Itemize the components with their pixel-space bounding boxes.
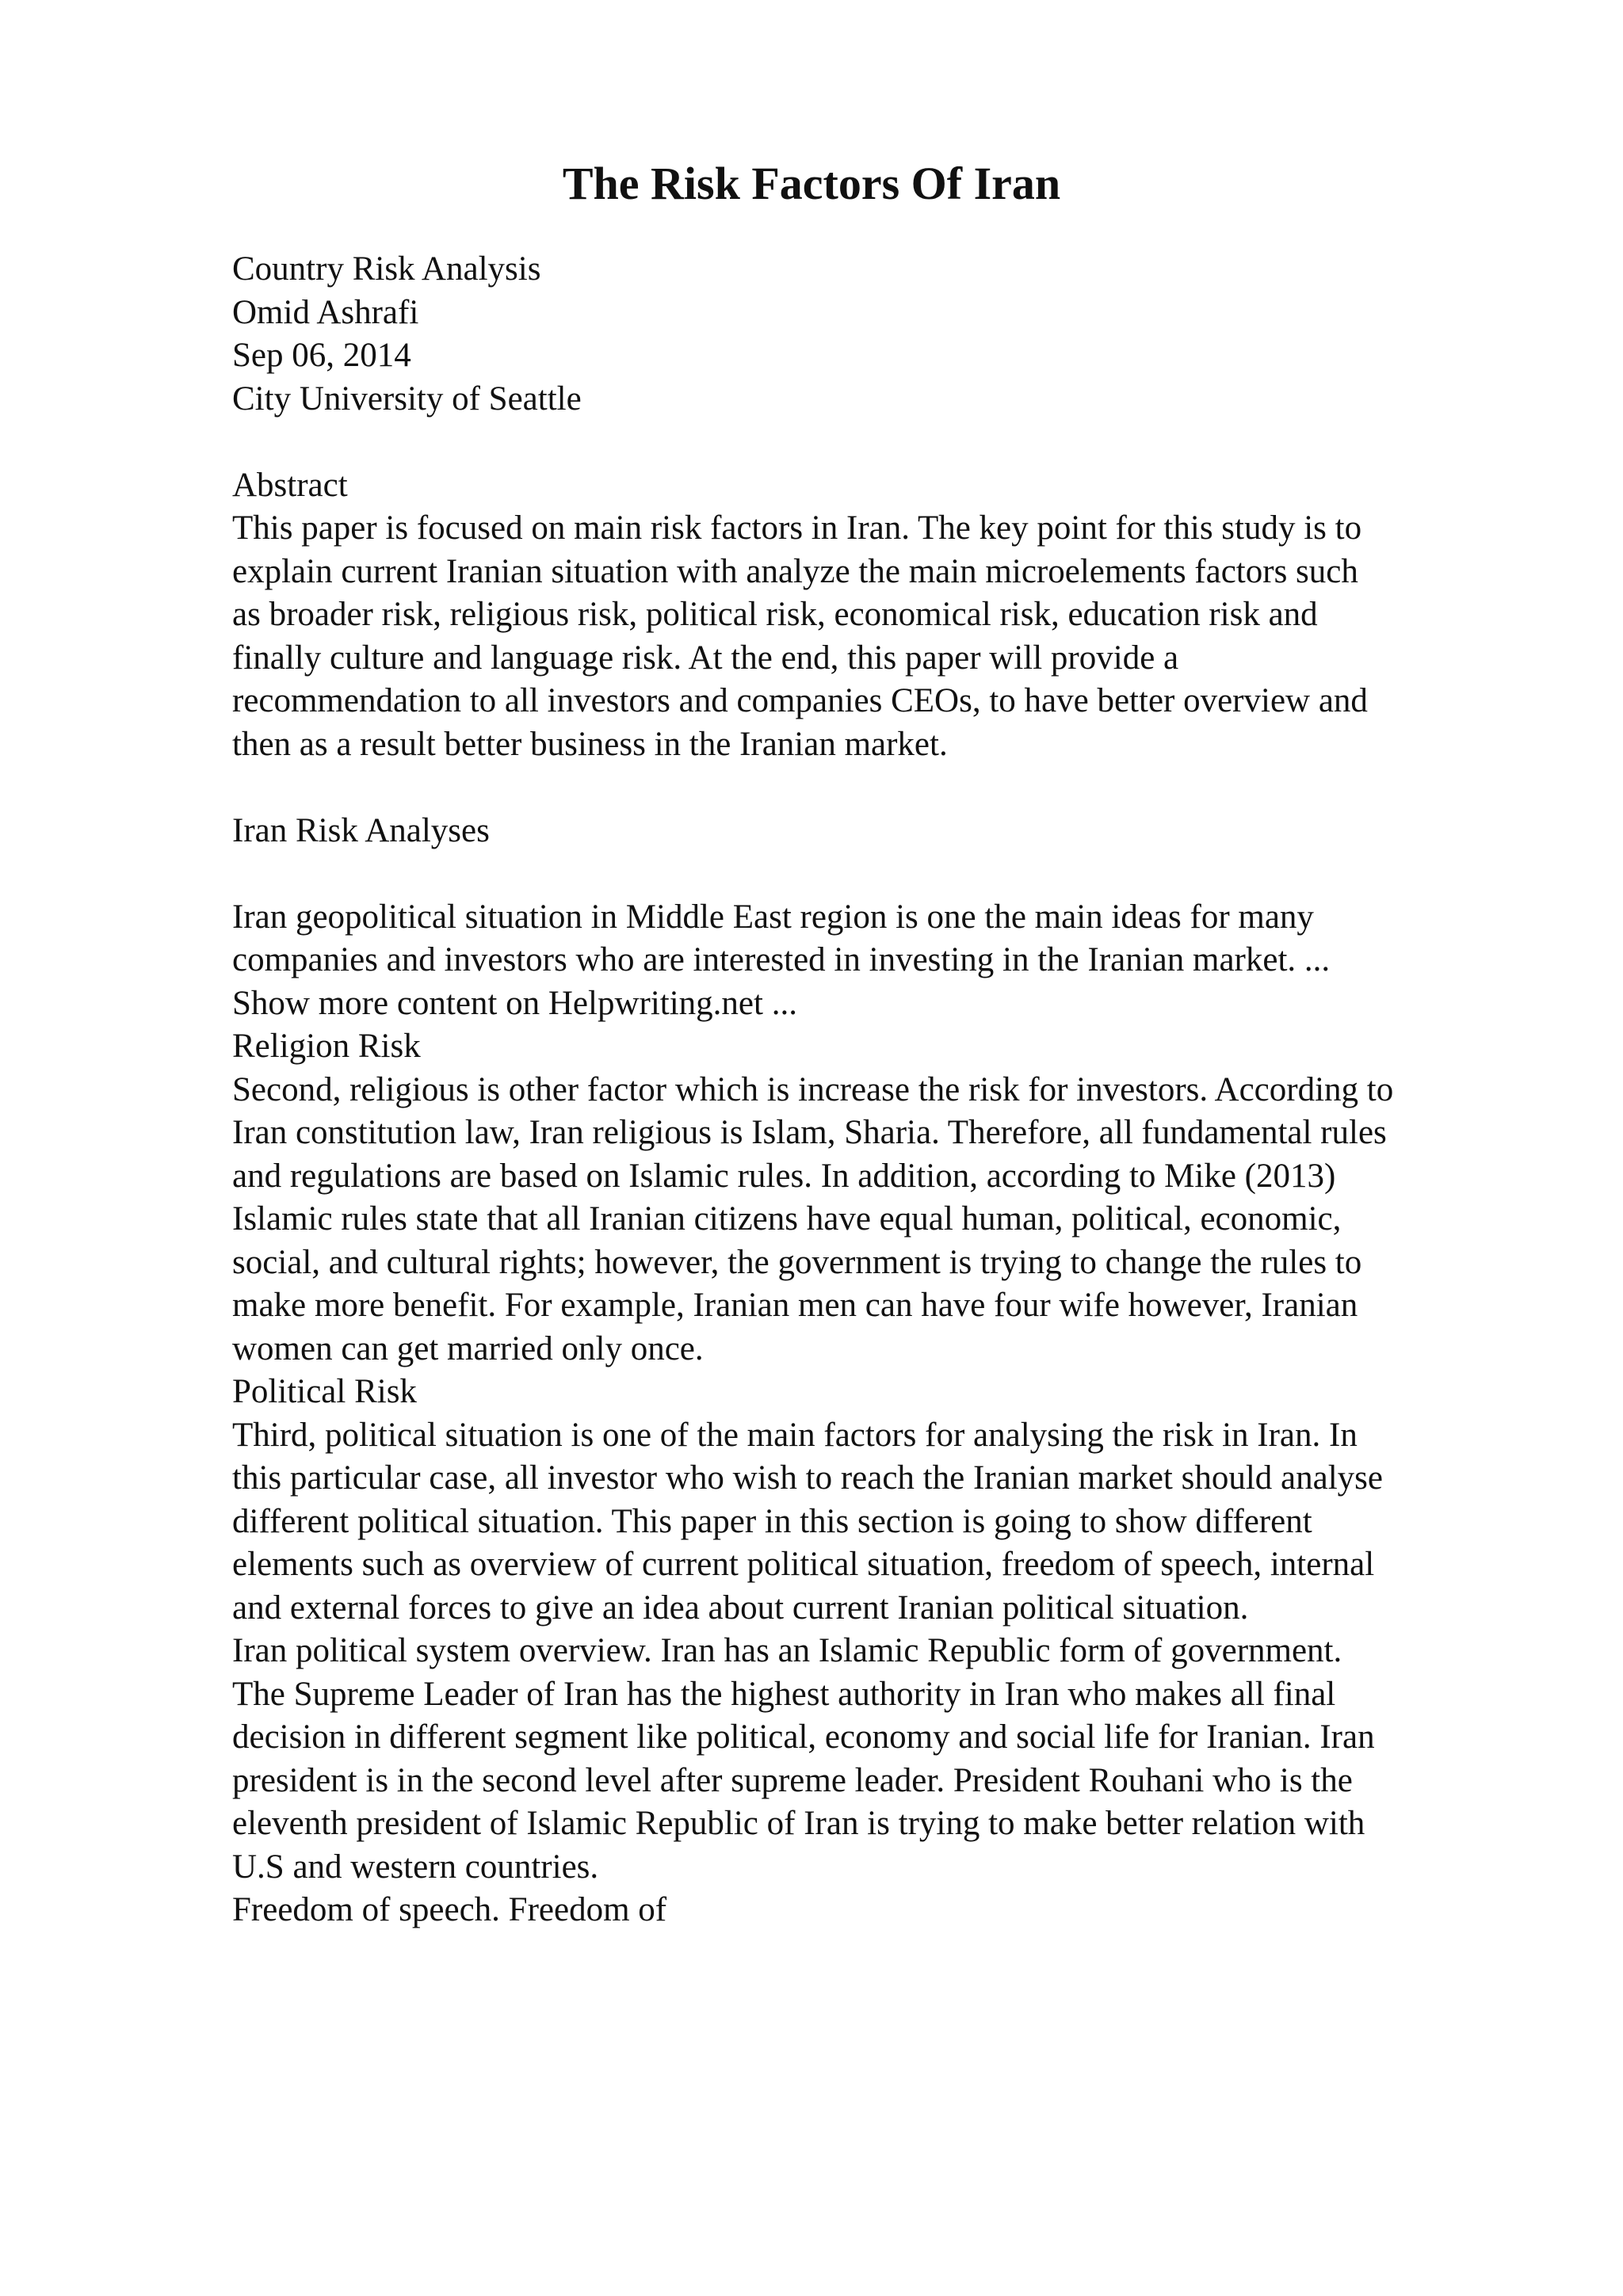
- paragraph-line: different political situation. This paper in this section is going to show different: [232, 1502, 1312, 1540]
- document-body: [232, 248, 1516, 1932]
- paragraph-line: then as a result better business in the Iranian market.: [232, 725, 948, 763]
- paragraph-line: social, and cultural rights; however, the government is trying to change the rules to: [232, 1243, 1362, 1281]
- institution-name: City University of Seattle: [232, 379, 582, 418]
- abstract-heading: Abstract: [232, 466, 348, 504]
- paragraph-line: Iran geopolitical situation in Middle East region is one the main ideas for many: [232, 898, 1314, 936]
- paragraph-line: president is in the second level after supreme leader. President Rouhani who is the: [232, 1761, 1353, 1799]
- religion-section: [232, 1025, 1516, 1371]
- document-date: Sep 06, 2014: [232, 337, 411, 374]
- document-title: The Risk Factors Of Iran: [562, 158, 1061, 209]
- blank-line: [232, 852, 1516, 896]
- paragraph-line: Iran political system overview. Iran has an Islamic Republic form of government.: [232, 1632, 1342, 1669]
- course-name: Country Risk Analysis: [232, 250, 541, 288]
- analyses-heading: Iran Risk Analyses: [232, 811, 490, 849]
- paragraph-line: elements such as overview of current political situation, freedom of speech, internal: [232, 1546, 1375, 1583]
- paragraph-line: Freedom of speech. Freedom of: [232, 1891, 667, 1928]
- religion-heading: Religion Risk: [232, 1028, 421, 1065]
- paragraph-line: This paper is focused on main risk factors in Iran. The key point for this study is to: [232, 509, 1362, 547]
- paragraph-line: explain current Iranian situation with analyze the main microelements factors such: [232, 552, 1358, 590]
- paragraph-line: finally culture and language risk. At the end, this paper will provide a: [232, 639, 1179, 677]
- paragraph-line: make more benefit. For example, Iranian men can have four wife however, Iranian: [232, 1287, 1358, 1324]
- paragraph-line: women can get married only once.: [232, 1329, 704, 1367]
- paragraph-line: decision in different segment like political, economy and social life for Iranian. Iran: [232, 1718, 1375, 1756]
- paragraph-line: this particular case, all investor who wish to reach the Iranian market should analyse: [232, 1459, 1383, 1497]
- author-name: Omid Ashrafi: [232, 293, 419, 331]
- blank-line: [232, 421, 1516, 464]
- paragraph-line: companies and investors who are interested in investing in the Iranian market. ...: [232, 941, 1331, 978]
- paragraph-line: eleventh president of Islamic Republic of Iran is trying to make better relation with: [232, 1805, 1365, 1842]
- paragraph-line: Iran constitution law, Iran religious is Islam, Sharia. Therefore, all fundamental rules: [232, 1114, 1387, 1151]
- show-more-line: Show more content on Helpwriting.net ...: [232, 984, 797, 1022]
- paragraph-line: and regulations are based on Islamic rules. In addition, according to Mike (2013): [232, 1157, 1336, 1195]
- paragraph-line: U.S and western countries.: [232, 1848, 599, 1886]
- document-header: [232, 248, 1516, 421]
- paragraph-line: Third, political situation is one of the main factors for analysing the risk in Iran. In: [232, 1416, 1358, 1454]
- paragraph-line: and external forces to give an idea about current Iranian political situation.: [232, 1589, 1249, 1627]
- blank-line: [232, 766, 1516, 810]
- paragraph-line: The Supreme Leader of Iran has the highest authority in Iran who makes all final: [232, 1675, 1336, 1713]
- paragraph-line: recommendation to all investors and companies CEOs, to have better overview and: [232, 682, 1368, 719]
- paragraph-line: Islamic rules state that all Iranian citizens have equal human, political, economic,: [232, 1200, 1342, 1238]
- paragraph-line: as broader risk, religious risk, political risk, economical risk, education risk and: [232, 596, 1318, 633]
- analyses-section: [232, 896, 1516, 1026]
- paragraph-line: Second, religious is other factor which is increase the risk for investors. According to: [232, 1070, 1394, 1108]
- political-section: [232, 1371, 1516, 1932]
- political-heading: Political Risk: [232, 1373, 417, 1410]
- abstract-section: [232, 464, 1516, 767]
